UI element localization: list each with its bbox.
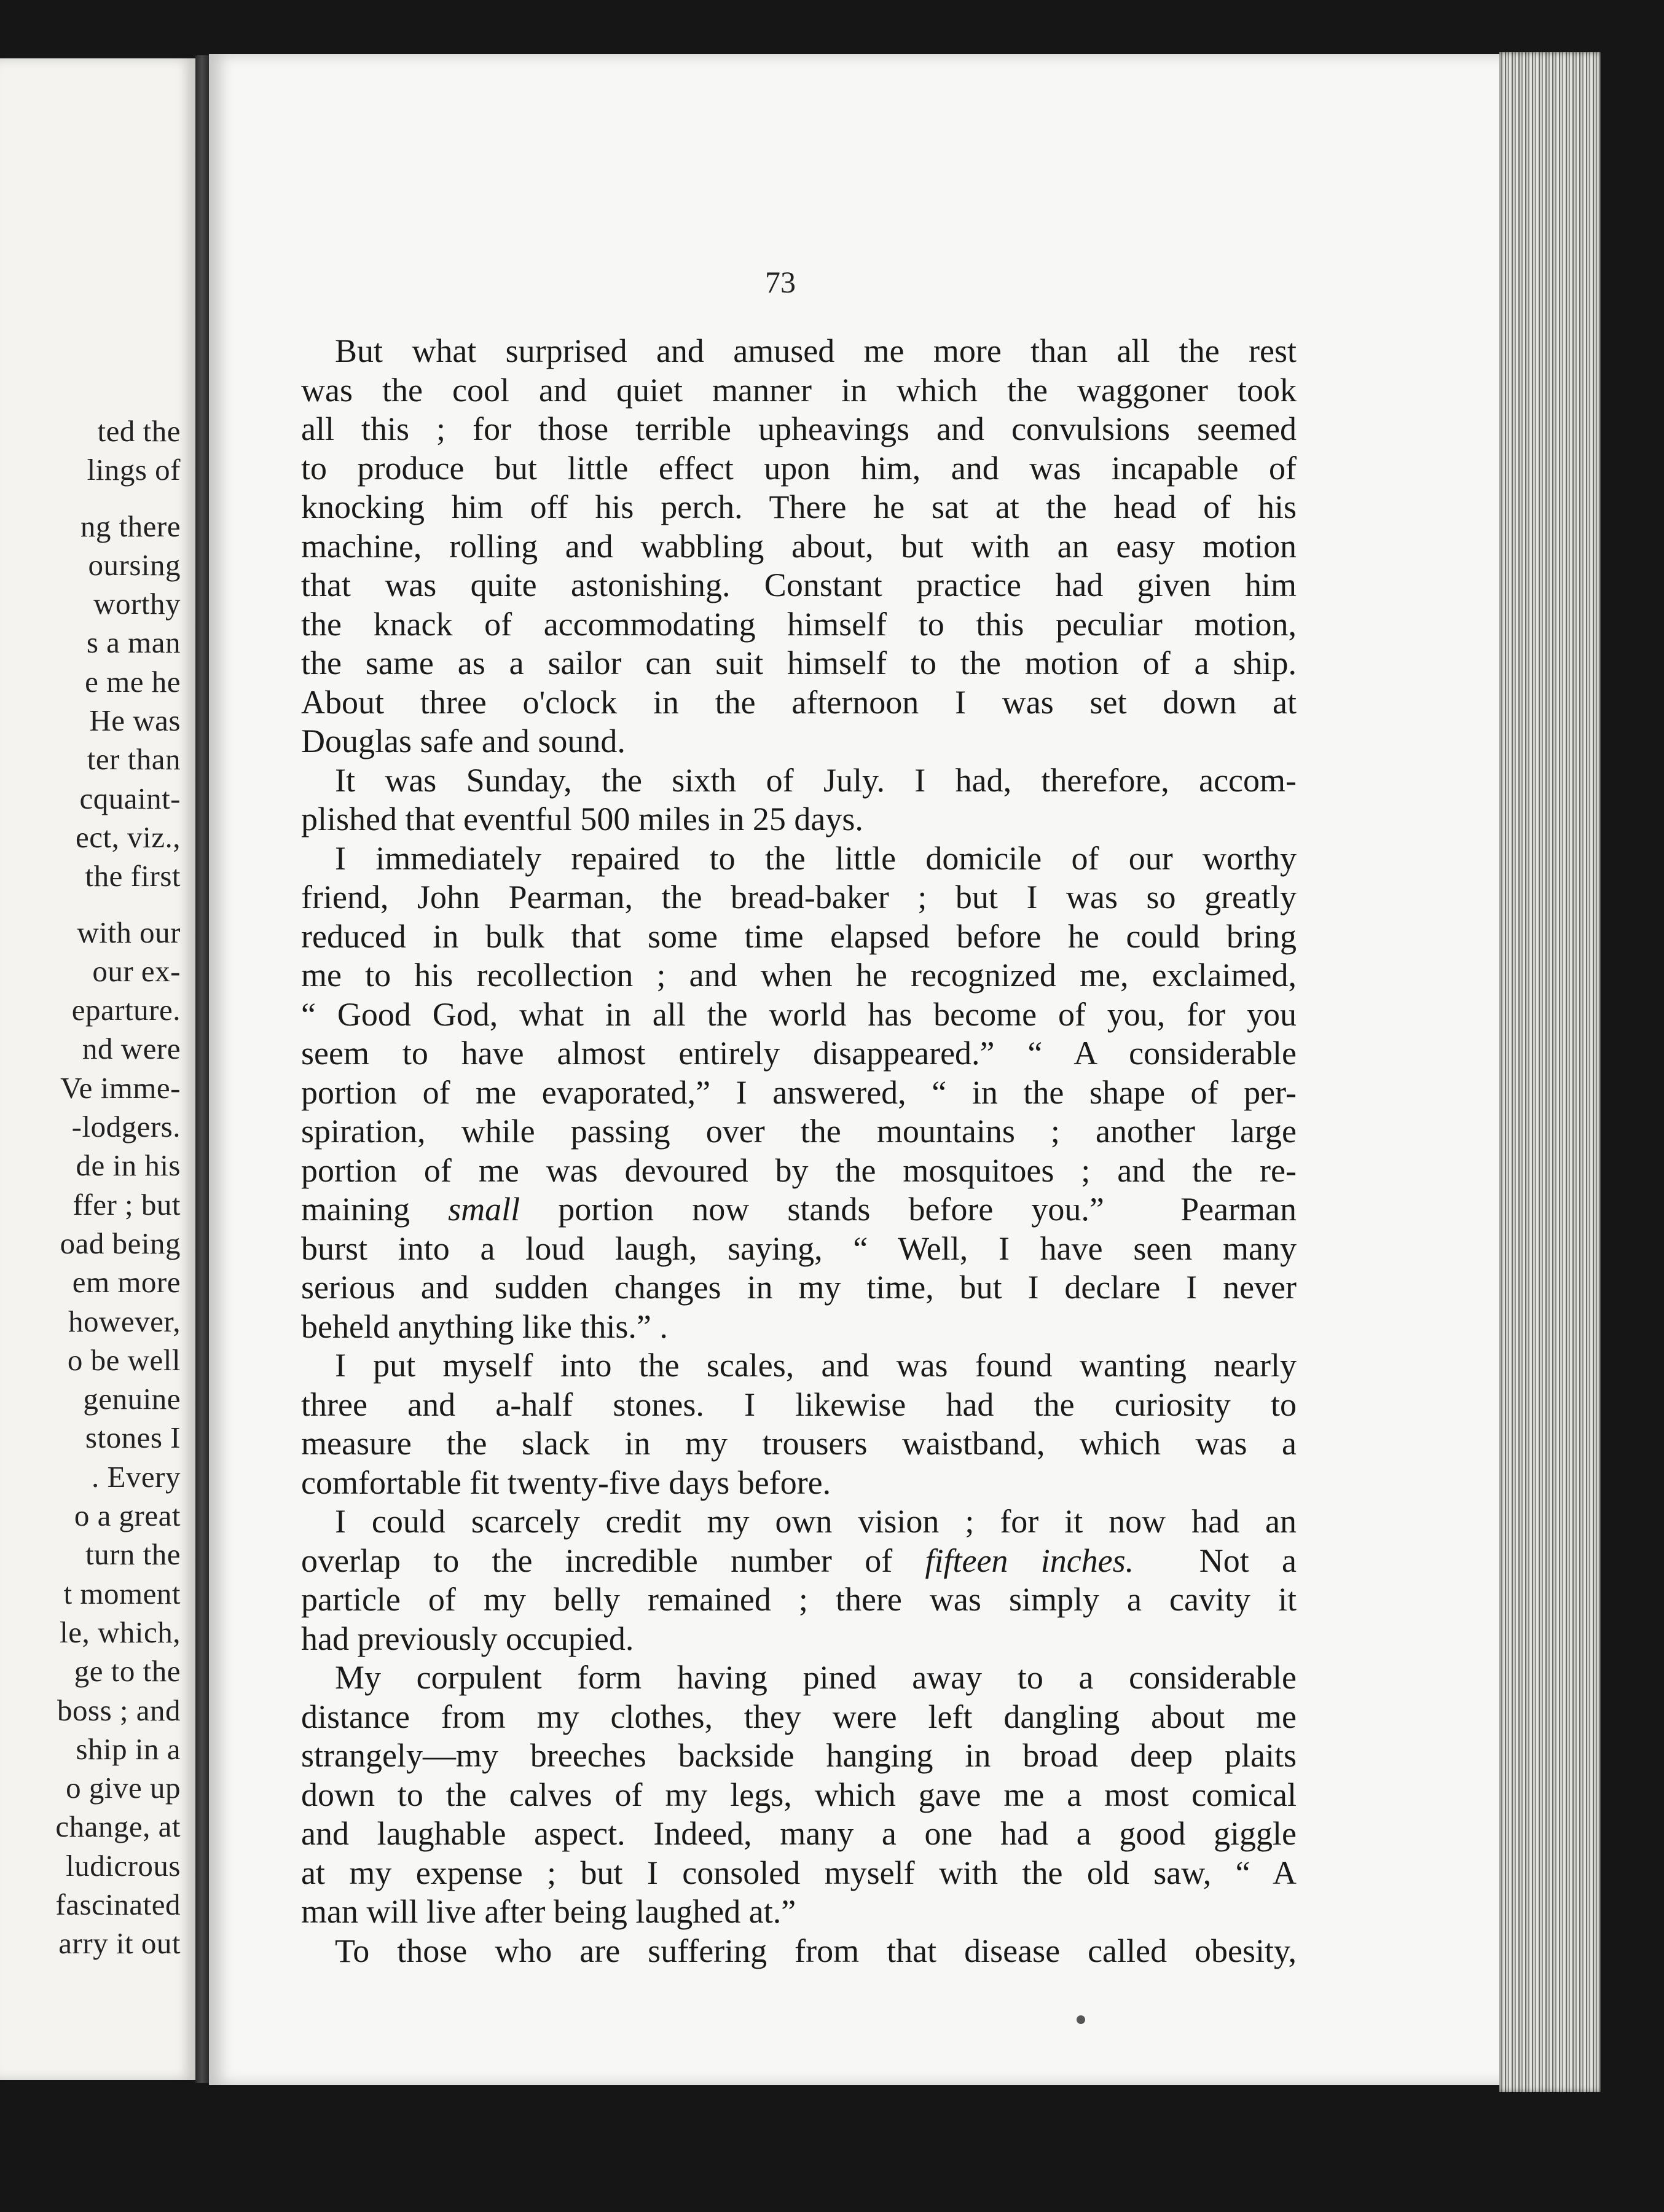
facing-page-line: lings of [87,453,181,487]
text-line: I could scarcely credit my own vision ; for it now had an [335,1503,1297,1540]
facing-page-line: our ex- [92,954,181,988]
text-line: me to his recollection ; and when he recognized me, exclaimed, [301,957,1297,994]
text-line: I put myself into the scales, and was found wanting nearly [335,1347,1297,1384]
text-line: beheld anything like this.” . [301,1308,668,1345]
facing-page-line [0,896,184,913]
facing-page-line: boss ; and [57,1693,181,1727]
page-number: 73 [765,265,796,299]
facing-page-line: stones I [85,1421,181,1455]
text-line: Douglas safe and sound. [301,723,626,759]
facing-page-line: ter than [87,742,181,777]
facing-page-line: t moment [63,1576,181,1610]
text-line: spiration, while passing over the mountains ; another large [301,1113,1297,1150]
text-line: serious and sudden changes in my time, but I declare I never [301,1269,1297,1306]
facing-page-left [0,58,202,2080]
text-line: To those who are suffering from that disease called obesity, [335,1932,1297,1969]
facing-page-line: oad being [60,1226,181,1260]
facing-page-line [0,490,184,507]
text-line: knocking him off his perch. There he sat at the head of his [301,488,1297,525]
facing-page-line: . Every [92,1459,181,1494]
facing-page-line: de in his [76,1148,181,1183]
facing-page-line: ffer ; but [73,1187,181,1222]
text-line: reduced in bulk that some time elapsed before he could bring [301,917,1297,955]
text-line: distance from my clothes, they were left dangling about me [301,1698,1297,1735]
facing-page-line: o give up [66,1771,181,1805]
text-line: comfortable fit twenty-five days before. [301,1464,831,1501]
facing-page-line: oursing [88,547,181,582]
text-line: But what surprised and amused me more than all the rest [335,332,1297,369]
text-line: burst into a loud laugh, saying, “ Well, I have seen many [301,1230,1297,1267]
text-line: It was Sunday, the sixth of July. I had, therefore, accom- [335,761,1297,799]
text-run: overlap to the incredible number of [301,1542,925,1579]
text-line: strangely—my breeches backside hanging in broad deep plaits [301,1737,1297,1774]
facing-page-line: o a great [74,1499,181,1533]
text-run: Not a [1134,1542,1297,1579]
facing-page-line: nd were [82,1032,181,1066]
facing-page-line: worthy [93,587,181,621]
text-line: at my expense ; but I consoled myself with the old saw, “ A [301,1854,1297,1891]
facing-page-line: ted the [97,414,181,448]
text-line: man will live after being laughed at.” [301,1893,796,1930]
facing-page-line: arry it out [58,1926,181,1961]
facing-page-line: s a man [86,626,181,660]
text-line: plished that eventful 500 miles in 25 days. [301,801,863,837]
text-line: I immediately repaired to the little domicile of our worthy [335,839,1297,877]
text-line: the knack of accommodating himself to this peculiar motion, [301,605,1297,643]
facing-page-line: however, [68,1304,181,1338]
text-line: About three o'clock in the afternoon I was set down at [301,683,1297,721]
facing-page-line: Ve imme- [60,1070,181,1105]
text-line: portion of me was devoured by the mosquitoes ; and the re- [301,1151,1297,1189]
page-edges [1499,52,1601,2092]
italic-text: small [448,1191,520,1228]
facing-page-line: le, which, [60,1615,181,1649]
facing-page-line: ship in a [76,1732,181,1766]
italic-text: fifteen inches. [925,1542,1134,1579]
text-line: three and a-half stones. I likewise had the curiosity to [301,1386,1297,1423]
page-body-text [301,332,1297,1971]
facing-page-line: change, at [55,1810,181,1844]
text-line: “ Good God, what in all the world has become of you, for you [301,995,1297,1033]
text-line: to produce but little effect upon him, and was incapable of [301,449,1297,487]
facing-page-line: em more [72,1265,181,1300]
text-line: the same as a sailor can suit himself to the motion of a ship. [301,645,1297,681]
text-line: had previously occupied. [301,1620,634,1657]
facing-page-line: ect, viz., [76,820,181,854]
facing-page-line: He was [89,704,181,738]
facing-page-line: ng there [80,509,181,543]
facing-page-line: ge to the [74,1654,181,1688]
text-line [301,1190,1297,1230]
facing-page-line: o be well [67,1343,181,1377]
facing-page-line: e me he [85,664,181,699]
text-line: was the cool and quiet manner in which the waggoner took [301,371,1297,409]
facing-page-line: -lodgers. [71,1110,181,1144]
text-line: friend, John Pearman, the bread-baker ; but I was so greatly [301,879,1297,916]
text-run: portion now stands before you.” Pearman [520,1191,1297,1228]
facing-page-text [0,412,184,1963]
text-line: portion of me evaporated,” I answered, “ in the shape of per- [301,1073,1297,1111]
facing-page-line: ludicrous [66,1848,181,1883]
facing-page-line: eparture. [71,993,181,1027]
text-line: particle of my belly remained ; there was simply a cavity it [301,1581,1297,1618]
text-line [301,1542,1297,1581]
text-line: seem to have almost entirely disappeared.” “ A considerable [301,1035,1297,1072]
text-run: maining [301,1191,449,1228]
facing-page-line: fascinated [55,1887,181,1921]
text-line: down to the calves of my legs, which gave me a most comical [301,1776,1297,1813]
text-line: measure the slack in my trousers waistband, which was a [301,1425,1297,1462]
text-line: all this ; for those terrible upheavings and convulsions seemed [301,410,1297,447]
text-line: that was quite astonishing. Constant practice had given him [301,567,1297,603]
text-line: and laughable aspect. Indeed, many a one had a good giggle [301,1815,1297,1852]
text-line: My corpulent form having pined away to a considerable [335,1659,1297,1696]
text-line: machine, rolling and wabbling about, but with an easy motion [301,527,1297,565]
facing-page-line: the first [85,859,181,893]
facing-page-line: with our [77,915,181,949]
facing-page-line: turn the [85,1537,181,1572]
facing-page-line: cquaint- [79,781,181,815]
ink-speck [1077,2015,1085,2024]
facing-page-line: genuine [83,1382,181,1416]
